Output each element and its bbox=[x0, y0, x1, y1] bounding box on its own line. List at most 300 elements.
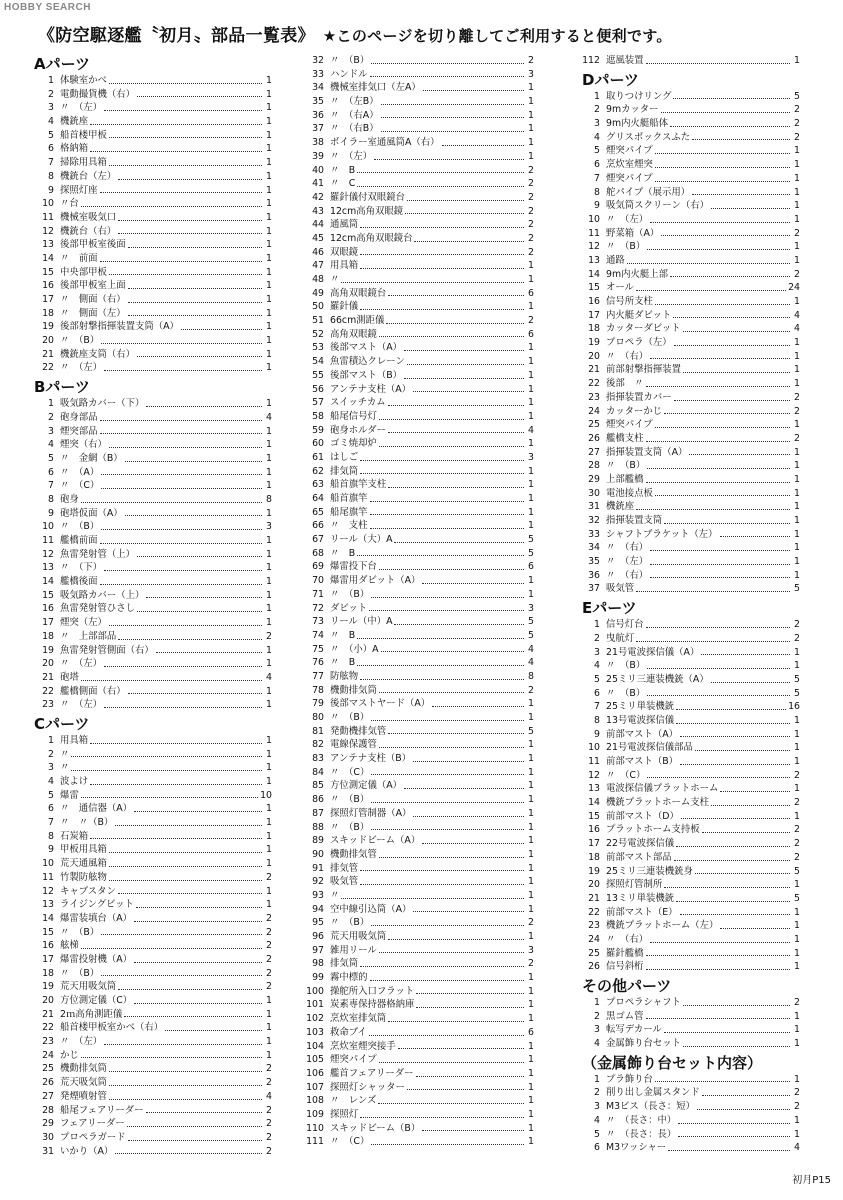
part-number: 4 bbox=[594, 131, 600, 143]
part-quantity: 1 bbox=[266, 398, 272, 410]
part-quantity: 5 bbox=[794, 865, 800, 877]
part-number: 23 bbox=[588, 391, 600, 403]
part-quantity: 1 bbox=[266, 603, 272, 615]
part-row bbox=[32, 1104, 272, 1118]
part-row bbox=[580, 446, 800, 460]
part-name: 〃 〃（B） bbox=[60, 817, 114, 829]
part-quantity: 1 bbox=[266, 116, 272, 128]
part-name: 機銃座支筒（右） bbox=[60, 348, 136, 360]
part-row bbox=[580, 878, 800, 892]
dot-leader bbox=[379, 848, 524, 858]
part-quantity: 1 bbox=[266, 335, 272, 347]
dot-leader bbox=[388, 478, 524, 488]
part-quantity: 1 bbox=[794, 714, 800, 726]
part-row bbox=[32, 602, 272, 616]
part-quantity: 1 bbox=[528, 766, 534, 778]
dot-leader bbox=[413, 383, 524, 393]
part-row bbox=[580, 823, 800, 837]
part-quantity: 2 bbox=[794, 118, 800, 130]
part-quantity: 1 bbox=[528, 588, 534, 600]
part-row bbox=[302, 478, 534, 492]
part-number: 6 bbox=[594, 687, 600, 699]
part-quantity: 1 bbox=[794, 487, 800, 499]
part-name: 探照灯 bbox=[330, 1108, 359, 1120]
dot-leader bbox=[360, 670, 524, 680]
part-number: 9 bbox=[48, 507, 54, 519]
dot-leader bbox=[388, 725, 524, 735]
part-quantity: 1 bbox=[266, 211, 272, 223]
part-number: 20 bbox=[588, 350, 600, 362]
part-quantity: 2 bbox=[794, 619, 800, 631]
part-row bbox=[32, 307, 272, 321]
part-row bbox=[580, 268, 800, 282]
part-name: 爆雷投下台 bbox=[330, 561, 377, 573]
part-number: 11 bbox=[42, 871, 54, 883]
dot-leader bbox=[369, 1026, 524, 1036]
part-name: 〃 （右） bbox=[606, 933, 649, 945]
part-row bbox=[580, 1128, 800, 1142]
dot-leader bbox=[109, 871, 262, 881]
part-quantity: 2 bbox=[528, 178, 534, 190]
part-number: 11 bbox=[588, 227, 600, 239]
part-name: 25ミリ単装機銃 bbox=[606, 701, 675, 713]
part-quantity: 1 bbox=[794, 473, 800, 485]
part-name: 金属飾り台セット bbox=[606, 1038, 682, 1050]
part-row bbox=[302, 1067, 534, 1081]
part-number: 88 bbox=[312, 821, 324, 833]
part-quantity: 1 bbox=[528, 972, 534, 984]
part-name: 救命ブイ bbox=[330, 1026, 367, 1038]
part-row bbox=[580, 500, 800, 514]
part-name: 烹炊室煙突接手 bbox=[330, 1040, 396, 1052]
part-row bbox=[580, 673, 800, 687]
dot-leader bbox=[636, 281, 786, 291]
dot-leader bbox=[670, 117, 790, 127]
part-number: 92 bbox=[312, 876, 324, 888]
dot-leader bbox=[398, 1040, 524, 1050]
part-row bbox=[32, 1049, 272, 1063]
part-number: 58 bbox=[312, 410, 324, 422]
part-row bbox=[580, 851, 800, 865]
part-quantity: 1 bbox=[266, 699, 272, 711]
part-name: リール（大）A bbox=[330, 534, 393, 546]
part-number: 23 bbox=[588, 920, 600, 932]
part-name: 転写デカール bbox=[606, 1024, 662, 1036]
part-name: 〃 bbox=[60, 762, 70, 774]
part-number: 4 bbox=[48, 439, 54, 451]
part-quantity: 1 bbox=[794, 419, 800, 431]
dot-leader bbox=[100, 411, 262, 421]
dot-leader bbox=[134, 912, 262, 922]
part-quantity: 1 bbox=[528, 698, 534, 710]
part-quantity: 2 bbox=[794, 391, 800, 403]
part-row bbox=[580, 350, 800, 364]
part-name: 空中線引込筒（A） bbox=[330, 903, 412, 915]
part-number: 29 bbox=[42, 1118, 54, 1130]
part-quantity: 1 bbox=[266, 803, 272, 815]
part-number: 17 bbox=[588, 838, 600, 850]
dot-leader bbox=[101, 466, 262, 476]
dot-leader bbox=[371, 588, 524, 598]
part-name: 指揮装置支筒（A） bbox=[606, 446, 688, 458]
part-name: 艦橋後面 bbox=[60, 576, 98, 588]
part-number: 32 bbox=[312, 55, 324, 66]
part-number: 7 bbox=[594, 701, 600, 713]
dot-leader bbox=[104, 361, 262, 371]
part-name: 〃 側面（左） bbox=[60, 307, 126, 319]
part-name: 12cm高角双眼鏡 bbox=[330, 205, 404, 217]
part-quantity: 5 bbox=[528, 547, 534, 559]
part-number: 2 bbox=[594, 1010, 600, 1022]
part-name: 〃 （B） bbox=[330, 794, 370, 806]
part-number: 36 bbox=[588, 569, 600, 581]
part-number: 42 bbox=[312, 191, 324, 203]
part-quantity: 1 bbox=[528, 821, 534, 833]
dot-leader bbox=[357, 629, 524, 639]
part-name: 荒天用吸気筒 bbox=[60, 981, 117, 993]
dot-leader bbox=[137, 348, 262, 358]
part-name: 爆雷 bbox=[60, 789, 79, 801]
part-name: 魚雷発射管（上） bbox=[60, 548, 136, 560]
part-name: 前部マスト（D） bbox=[606, 810, 679, 822]
part-number: 74 bbox=[312, 629, 324, 641]
part-quantity: 1 bbox=[794, 145, 800, 157]
dot-leader bbox=[680, 728, 790, 738]
part-row bbox=[32, 293, 272, 307]
dot-leader bbox=[109, 616, 262, 626]
part-name: 後部甲板室上面 bbox=[60, 280, 126, 292]
part-row bbox=[302, 424, 534, 438]
part-number: 47 bbox=[312, 260, 324, 272]
part-name: キャプスタン bbox=[60, 885, 116, 897]
part-name: 舷梯 bbox=[60, 940, 79, 952]
part-name: 竹製防舷物 bbox=[60, 871, 107, 883]
part-row bbox=[32, 479, 272, 493]
part-name: 魚雷積込クレーン bbox=[330, 356, 405, 368]
part-quantity: 1 bbox=[266, 266, 272, 278]
part-quantity: 2 bbox=[266, 981, 272, 993]
part-quantity: 1 bbox=[794, 364, 800, 376]
part-quantity: 16 bbox=[788, 701, 800, 713]
part-name: 防舷物 bbox=[330, 670, 359, 682]
part-name: 曳航灯 bbox=[606, 632, 635, 644]
part-number: 3 bbox=[594, 118, 600, 130]
part-name: 〃 （B） bbox=[330, 55, 370, 66]
part-quantity: 1 bbox=[528, 342, 534, 354]
part-name: 後部射撃指揮装置支筒（A） bbox=[60, 321, 179, 333]
part-name: 〃 側面（右） bbox=[60, 294, 126, 305]
part-quantity: 1 bbox=[528, 807, 534, 819]
part-quantity: 3 bbox=[266, 521, 272, 533]
part-row bbox=[302, 998, 534, 1012]
part-quantity: 1 bbox=[528, 506, 534, 518]
part-number: 107 bbox=[306, 1081, 324, 1093]
dot-leader bbox=[655, 158, 790, 168]
part-name: 砲身 bbox=[60, 493, 79, 505]
dot-leader bbox=[101, 334, 262, 344]
part-name: M3ワッシャー bbox=[606, 1142, 667, 1154]
part-number: 4 bbox=[594, 1038, 600, 1050]
part-name: 〃 （C） bbox=[330, 1136, 370, 1148]
part-name: いかり（A） bbox=[60, 1145, 114, 1157]
part-row bbox=[302, 1094, 534, 1108]
part-quantity: 1 bbox=[528, 410, 534, 422]
dot-leader bbox=[90, 734, 262, 744]
dot-leader bbox=[125, 507, 262, 517]
part-number: 10 bbox=[588, 213, 600, 225]
part-number: 56 bbox=[312, 383, 324, 395]
part-quantity: 2 bbox=[528, 219, 534, 231]
title-text: 《防空駆逐艦〝初月〟部品一覧表》 bbox=[38, 26, 315, 46]
dot-leader bbox=[661, 103, 790, 113]
part-name: 後部 〃 bbox=[606, 378, 644, 390]
part-quantity: 2 bbox=[794, 797, 800, 809]
part-number: 18 bbox=[588, 323, 600, 335]
part-row bbox=[302, 150, 534, 164]
part-quantity: 1 bbox=[794, 254, 800, 266]
part-name: 発動機排気管 bbox=[330, 725, 387, 737]
part-row bbox=[302, 821, 534, 835]
part-quantity: 1 bbox=[266, 858, 272, 870]
part-row bbox=[302, 81, 534, 95]
part-number: 15 bbox=[588, 282, 600, 294]
part-quantity: 1 bbox=[528, 1054, 534, 1066]
part-number: 85 bbox=[312, 780, 324, 792]
part-row bbox=[580, 646, 800, 660]
part-quantity: 1 bbox=[266, 899, 272, 911]
part-name: 煙突パイプ bbox=[330, 1054, 377, 1066]
part-quantity: 1 bbox=[266, 239, 272, 251]
dot-leader bbox=[646, 960, 790, 970]
part-row bbox=[580, 1010, 800, 1024]
part-quantity: 1 bbox=[266, 425, 272, 437]
dot-leader bbox=[81, 197, 262, 207]
part-number: 110 bbox=[306, 1122, 324, 1134]
dot-leader bbox=[109, 1090, 262, 1100]
dot-leader bbox=[81, 789, 258, 799]
part-row bbox=[32, 898, 272, 912]
part-row bbox=[580, 1037, 800, 1051]
part-number: 70 bbox=[312, 575, 324, 587]
dot-leader bbox=[692, 131, 790, 141]
part-quantity: 1 bbox=[528, 903, 534, 915]
part-quantity: 1 bbox=[266, 734, 272, 746]
part-number: 12 bbox=[42, 548, 54, 560]
part-row bbox=[580, 714, 800, 728]
part-number: 94 bbox=[312, 903, 324, 915]
part-number: 23 bbox=[42, 1036, 54, 1048]
part-quantity: 1 bbox=[266, 88, 272, 100]
part-name: 爆雷装填台（A） bbox=[60, 912, 133, 924]
part-number: 68 bbox=[312, 547, 324, 559]
part-row bbox=[302, 985, 534, 999]
part-number: 19 bbox=[42, 644, 54, 656]
part-quantity: 1 bbox=[794, 879, 800, 891]
part-number: 10 bbox=[42, 198, 54, 210]
part-name: 用具箱 bbox=[330, 260, 359, 272]
part-name: 後部マスト（B） bbox=[330, 369, 403, 381]
part-name: 機械室排気口（左A） bbox=[330, 82, 421, 94]
part-quantity: 1 bbox=[266, 507, 272, 519]
part-number: 13 bbox=[42, 899, 54, 911]
dot-leader bbox=[388, 396, 524, 406]
part-row bbox=[302, 752, 534, 766]
dot-leader bbox=[650, 933, 790, 943]
part-name: 電波探信儀プラットホーム bbox=[606, 783, 719, 795]
part-number: 12 bbox=[588, 241, 600, 253]
part-row bbox=[580, 186, 800, 200]
part-number: 2 bbox=[594, 104, 600, 116]
part-quantity: 1 bbox=[528, 493, 534, 504]
dot-leader bbox=[118, 885, 262, 895]
part-name: 通風筒 bbox=[330, 219, 359, 231]
dot-leader bbox=[673, 309, 790, 319]
part-quantity: 2 bbox=[266, 871, 272, 883]
part-number: 7 bbox=[48, 817, 54, 829]
dot-leader bbox=[134, 994, 262, 1004]
part-row bbox=[302, 862, 534, 876]
dot-leader bbox=[128, 307, 262, 317]
part-quantity: 1 bbox=[794, 783, 800, 795]
dot-leader bbox=[128, 279, 262, 289]
part-name: 〃 上部部品 bbox=[60, 630, 117, 642]
part-name: リール（中）A bbox=[330, 616, 393, 628]
part-quantity: 1 bbox=[528, 150, 534, 162]
dot-leader bbox=[407, 355, 524, 365]
part-name: 信号灯台 bbox=[606, 619, 644, 631]
part-row bbox=[32, 816, 272, 830]
part-quantity: 6 bbox=[528, 287, 534, 299]
part-name: 〃 B bbox=[330, 547, 356, 559]
part-quantity: 2 bbox=[266, 953, 272, 965]
part-row bbox=[580, 473, 800, 487]
part-quantity: 1 bbox=[266, 466, 272, 478]
dot-leader bbox=[646, 377, 790, 387]
part-row bbox=[580, 782, 800, 796]
dot-leader bbox=[118, 211, 262, 221]
part-row bbox=[302, 177, 534, 191]
part-number: 13 bbox=[42, 562, 54, 574]
part-name: 烹炊室排気筒 bbox=[330, 1013, 387, 1025]
part-quantity: 2 bbox=[794, 131, 800, 143]
part-quantity: 1 bbox=[266, 439, 272, 451]
part-row bbox=[32, 734, 272, 748]
dot-leader bbox=[360, 465, 524, 475]
part-number: 100 bbox=[306, 985, 324, 997]
part-quantity: 2 bbox=[266, 940, 272, 952]
part-name: 〃 B bbox=[330, 657, 356, 669]
part-quantity: 1 bbox=[266, 198, 272, 210]
part-quantity: 2 bbox=[528, 315, 534, 327]
part-number: 18 bbox=[42, 307, 54, 319]
part-row bbox=[302, 451, 534, 465]
part-row bbox=[32, 857, 272, 871]
part-name: 〃 （左） bbox=[330, 150, 373, 162]
dot-leader bbox=[360, 875, 524, 885]
part-number: 7 bbox=[48, 157, 54, 169]
dot-leader bbox=[676, 700, 786, 710]
part-number: 98 bbox=[312, 958, 324, 970]
part-row bbox=[580, 741, 800, 755]
part-number: 1 bbox=[48, 398, 54, 410]
dot-leader bbox=[664, 405, 790, 415]
part-number: 4 bbox=[594, 1114, 600, 1126]
part-number: 48 bbox=[312, 274, 324, 285]
part-name: 甲板用具箱 bbox=[60, 844, 107, 856]
part-number: 54 bbox=[312, 356, 324, 368]
part-quantity: 1 bbox=[266, 1036, 272, 1048]
dot-leader bbox=[404, 369, 524, 379]
part-row bbox=[580, 377, 800, 391]
part-number: 93 bbox=[312, 889, 324, 901]
dot-leader bbox=[416, 985, 524, 995]
dot-leader bbox=[413, 752, 524, 762]
part-number: 13 bbox=[588, 254, 600, 266]
part-number: 28 bbox=[42, 1104, 54, 1116]
dot-leader bbox=[118, 980, 262, 990]
part-name: 21号電波探信儀部品 bbox=[606, 742, 693, 754]
dot-leader bbox=[695, 741, 790, 751]
dot-leader bbox=[90, 830, 262, 840]
dot-leader bbox=[101, 520, 262, 530]
dot-leader bbox=[655, 295, 790, 305]
part-name: 〃 （右B） bbox=[330, 123, 379, 135]
part-name: 前部マスト（E） bbox=[606, 906, 678, 918]
part-row bbox=[580, 960, 800, 974]
part-name: ライジングビット bbox=[60, 899, 134, 911]
dot-leader bbox=[697, 1100, 790, 1110]
part-row bbox=[32, 926, 272, 940]
part-quantity: 1 bbox=[266, 184, 272, 196]
part-quantity: 1 bbox=[794, 337, 800, 349]
dot-leader bbox=[388, 287, 524, 297]
part-name: 探照灯座 bbox=[60, 184, 98, 196]
part-row bbox=[32, 802, 272, 816]
part-row bbox=[302, 1026, 534, 1040]
part-row bbox=[580, 172, 800, 186]
dot-leader bbox=[650, 213, 790, 223]
part-row bbox=[32, 279, 272, 293]
part-name: 前部マスト（A） bbox=[606, 728, 679, 740]
part-row bbox=[32, 88, 272, 102]
part-row bbox=[580, 755, 800, 769]
part-number: 2 bbox=[48, 748, 54, 760]
dot-leader bbox=[661, 227, 790, 237]
part-row bbox=[32, 466, 272, 480]
part-quantity: 1 bbox=[266, 685, 272, 697]
part-row bbox=[302, 341, 534, 355]
dot-leader bbox=[90, 775, 262, 785]
part-number: 50 bbox=[312, 301, 324, 313]
part-quantity: 2 bbox=[528, 246, 534, 258]
part-row bbox=[32, 411, 272, 425]
part-quantity: 1 bbox=[794, 1128, 800, 1140]
part-quantity: 24 bbox=[788, 282, 800, 294]
dot-leader bbox=[416, 1067, 524, 1077]
part-number: 8 bbox=[48, 830, 54, 842]
dot-leader bbox=[394, 533, 524, 543]
part-quantity: 1 bbox=[794, 213, 800, 225]
part-name: 通路 bbox=[606, 254, 625, 266]
part-quantity: 5 bbox=[794, 892, 800, 904]
part-name: 9m内火艇上部 bbox=[606, 268, 668, 280]
part-name: 黒ゴム管 bbox=[606, 1010, 644, 1022]
dot-leader bbox=[636, 632, 790, 642]
part-row bbox=[580, 213, 800, 227]
part-row bbox=[580, 796, 800, 810]
dot-leader bbox=[386, 314, 524, 324]
part-number: 37 bbox=[312, 123, 324, 135]
